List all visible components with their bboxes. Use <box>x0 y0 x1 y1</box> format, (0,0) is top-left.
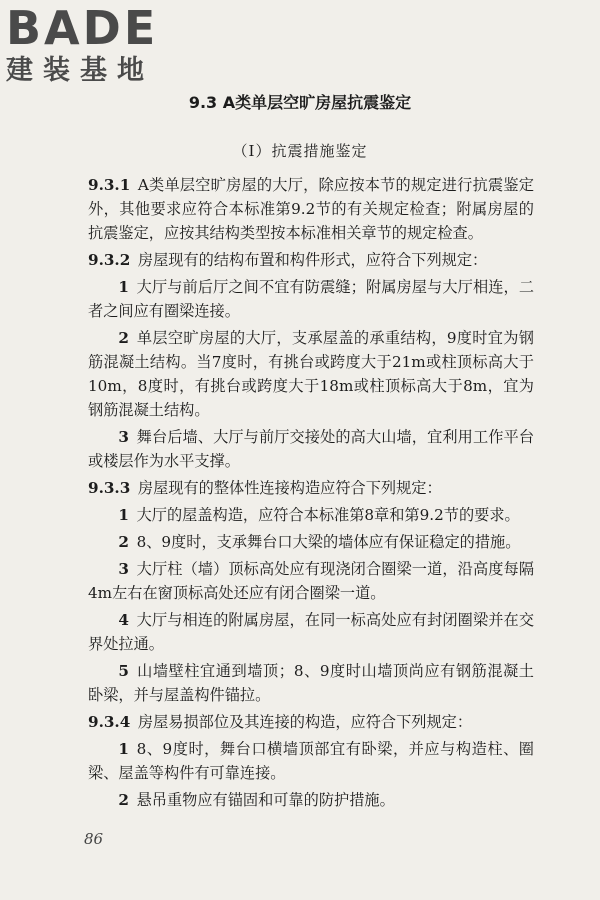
item-number: 1 <box>118 506 129 524</box>
paragraph-text: 8、9度时，舞台口横墙顶部宜有卧梁，并应与构造柱、圈梁、屋盖等构件有可靠连接。 <box>88 740 534 782</box>
clause-paragraph <box>88 248 534 272</box>
paragraph-text: 山墙壁柱宜通到墙顶；8、9度时山墙顶尚应有钢筋混凝土卧梁，并与屋盖构件锚拉。 <box>88 662 534 704</box>
body-text <box>88 173 534 815</box>
section-title: 9.3 A类单层空旷房屋抗震鉴定 <box>188 93 412 112</box>
clause-number: 9.3.3 <box>88 479 131 497</box>
paragraph-text: 大厅与相连的附属房屋，在同一标高处应有封闭圈梁并在交界处拉通。 <box>88 611 534 653</box>
paragraph-text: 单层空旷房屋的大厅，支承屋盖的承重结构，9度时宜为钢筋混凝土结构。当7度时，有挑台或跨度大于21m或柱顶标高大于10m，8度时，有挑台或跨度大于18m或柱顶标高大于8m，宜为钢筋混凝土结构。 <box>88 329 534 419</box>
item-number: 3 <box>118 560 129 578</box>
clause-number: 9.3.1 <box>88 176 131 194</box>
page-number: 86 <box>84 830 104 848</box>
item-paragraph <box>88 659 534 707</box>
item-paragraph <box>88 326 534 422</box>
item-paragraph <box>88 425 534 473</box>
item-number: 2 <box>118 791 129 809</box>
item-paragraph <box>88 608 534 656</box>
clause-paragraph <box>88 710 534 734</box>
item-paragraph <box>88 503 534 527</box>
paragraph-text: 房屋易损部位及其连接的构造，应符合下列规定： <box>137 713 472 731</box>
item-paragraph <box>88 737 534 785</box>
paragraph-text: 房屋现有的结构布置和构件形式，应符合下列规定： <box>137 251 488 269</box>
item-number: 4 <box>118 611 129 629</box>
item-number: 2 <box>118 329 129 347</box>
item-paragraph <box>88 275 534 323</box>
item-number: 1 <box>118 740 129 758</box>
subsection-title: （Ⅰ）抗震措施鉴定 <box>232 142 368 160</box>
item-paragraph <box>88 788 534 812</box>
paragraph-text: 8、9度时，支承舞台口大梁的墙体应有保证稳定的措施。 <box>136 533 521 551</box>
clause-number: 9.3.4 <box>88 713 131 731</box>
item-number: 5 <box>118 662 129 680</box>
clause-number: 9.3.2 <box>88 251 131 269</box>
item-number: 3 <box>118 428 129 446</box>
paragraph-text: 大厅的屋盖构造，应符合本标准第8章和第9.2节的要求。 <box>136 506 520 524</box>
item-paragraph <box>88 530 534 554</box>
paragraph-text: 舞台后墙、大厅与前厅交接处的高大山墙，宜利用工作平台或楼层作为水平支撑。 <box>88 428 534 470</box>
item-number: 2 <box>118 533 129 551</box>
paragraph-text: 房屋现有的整体性连接构造应符合下列规定： <box>137 479 442 497</box>
paragraph-text: 悬吊重物应有锚固和可靠的防护措施。 <box>136 791 395 809</box>
clause-paragraph <box>88 173 534 245</box>
item-number: 1 <box>118 278 129 296</box>
paragraph-text: 大厅柱（墙）顶标高处应有现浇闭合圈梁一道，沿高度每隔4m左右在窗顶标高处还应有闭合圈梁一道。 <box>88 560 534 602</box>
paragraph-text: 大厅与前后厅之间不宜有防震缝；附属房屋与大厅相连，二者之间应有圈梁连接。 <box>88 278 534 320</box>
logo-wordmark: BADE <box>6 1 159 55</box>
clause-paragraph <box>88 476 534 500</box>
paragraph-text: A类单层空旷房屋的大厅，除应按本节的规定进行抗震鉴定外，其他要求应符合本标准第9.2节的有关规定检查；附属房屋的抗震鉴定，应按其结构类型按本标准相关章节的规定检查。 <box>88 176 534 242</box>
item-paragraph <box>88 557 534 605</box>
watermark-logo <box>6 1 176 88</box>
logo-chinese-text: 建装基地 <box>6 55 154 86</box>
